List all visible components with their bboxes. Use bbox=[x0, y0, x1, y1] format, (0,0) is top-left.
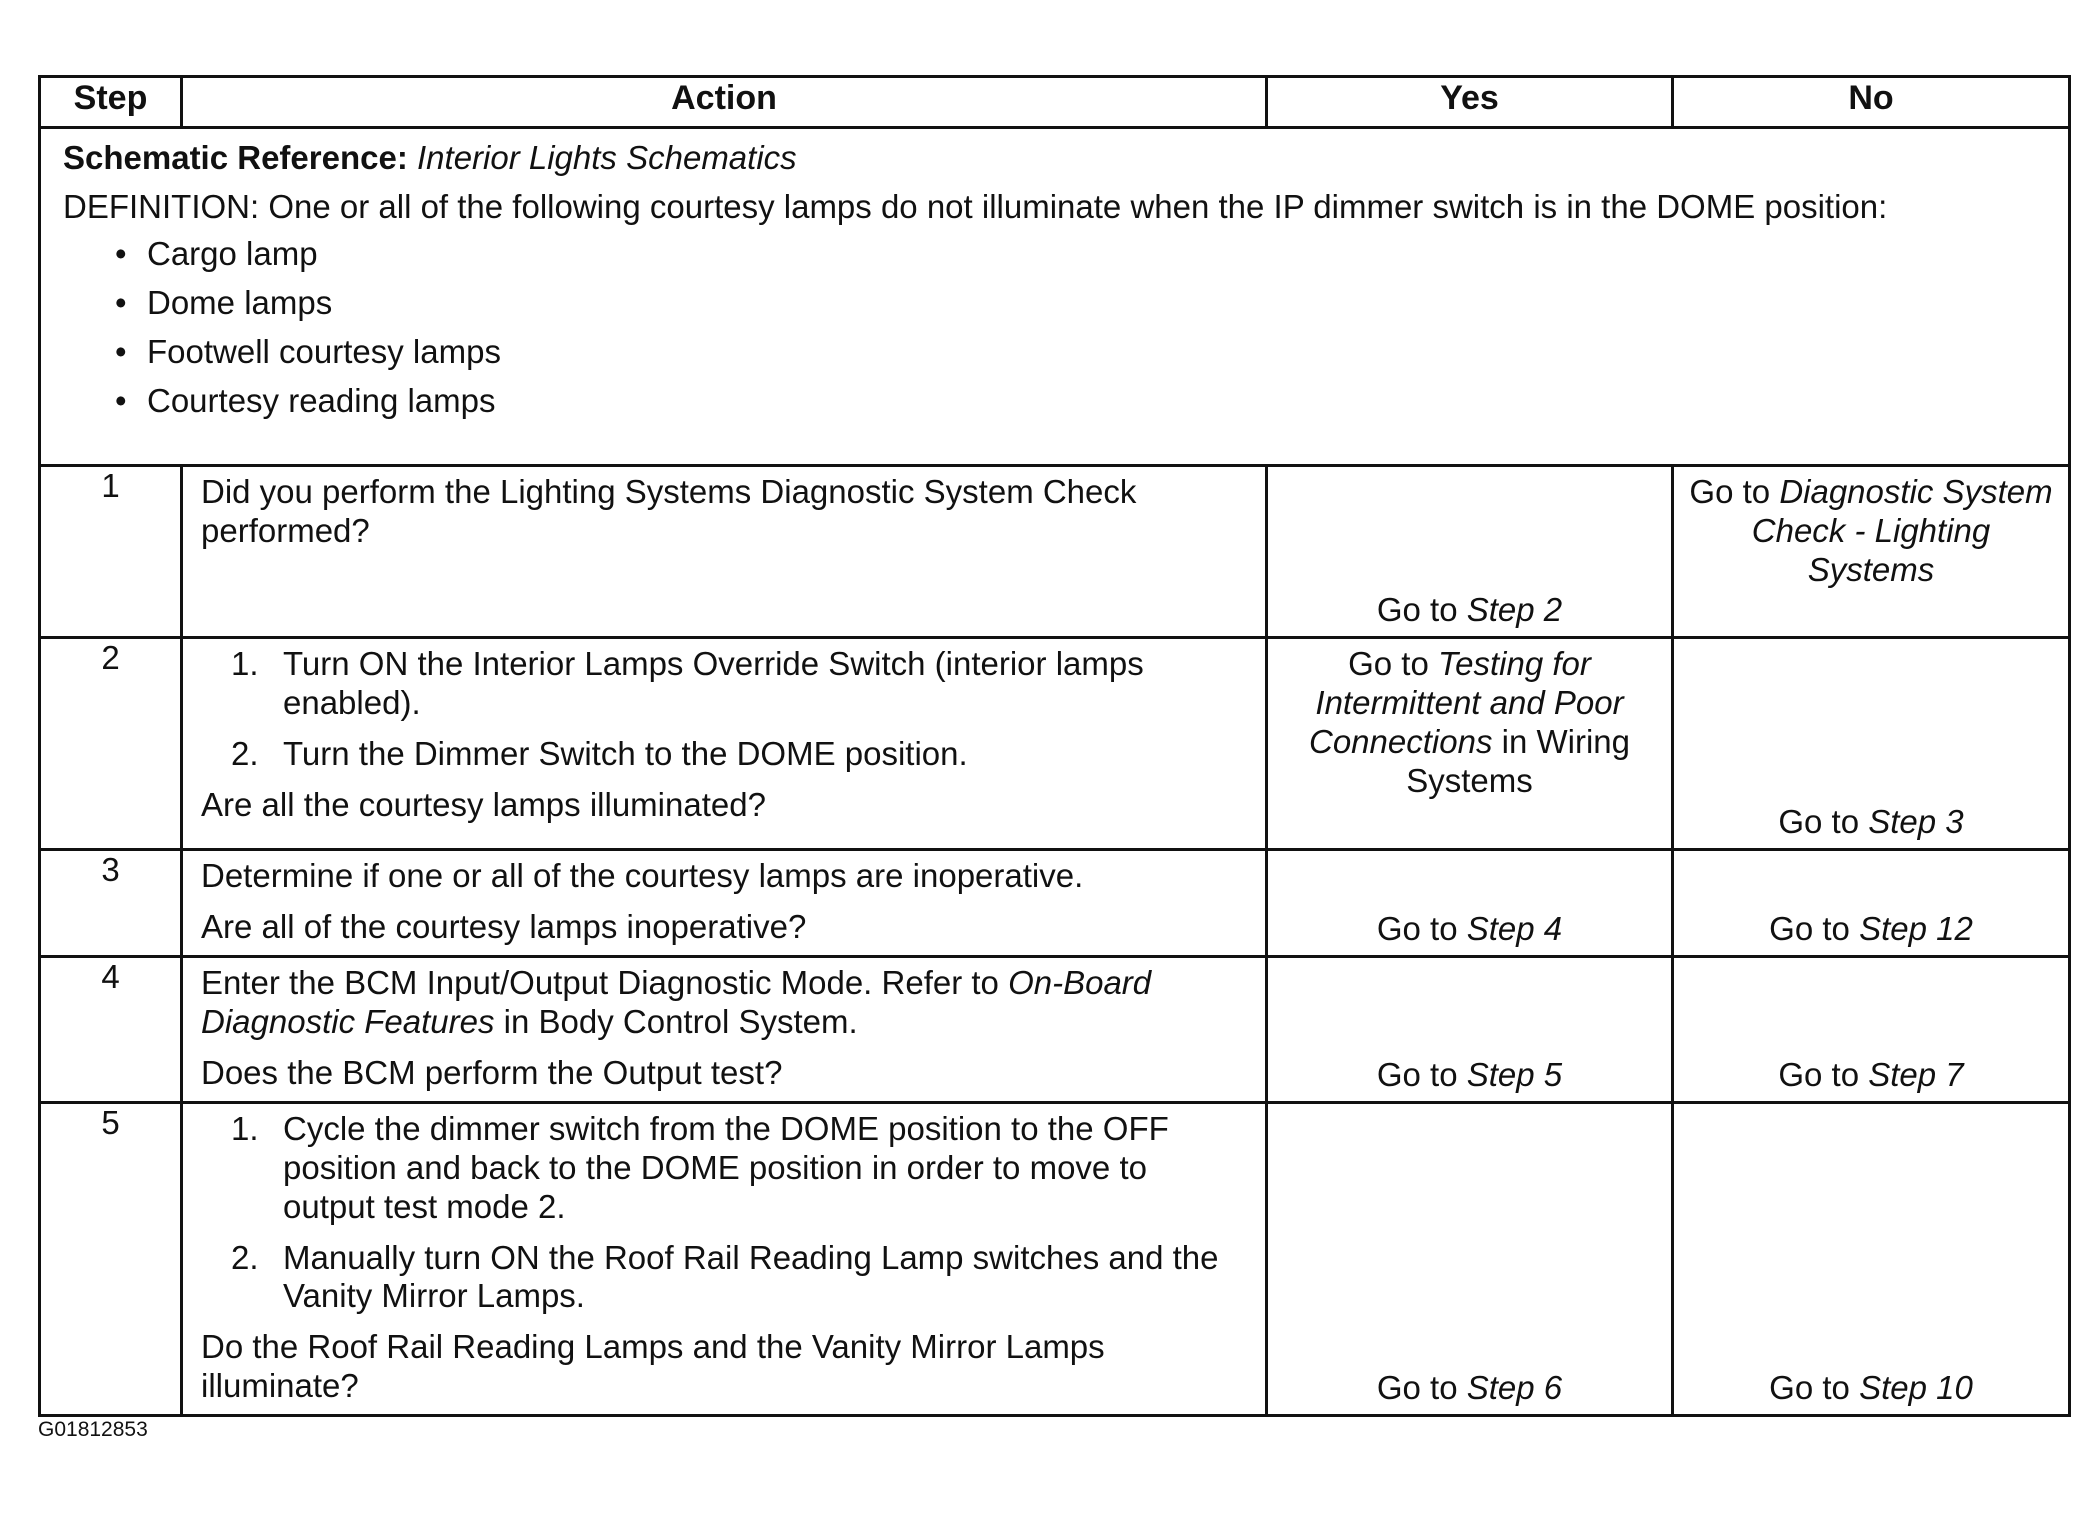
step-number: 1 bbox=[40, 466, 182, 638]
list-item: 1. Cycle the dimmer switch from the DOME position to the OFF position and back to the DOME position in order to move to output test mode 2. bbox=[231, 1109, 1169, 1225]
goto-target: Step 5 bbox=[1466, 1055, 1563, 1093]
header-no: No bbox=[1673, 77, 2070, 128]
no-goto bbox=[1684, 473, 2058, 590]
table-row bbox=[40, 638, 2070, 850]
goto-suffix: in Wiring Systems bbox=[1406, 722, 1630, 799]
action-text: Enter the BCM Input/Output Diagnostic Mode. Refer to On-Board Diagnostic Features in Body Control System. bbox=[201, 963, 1152, 1040]
yes-goto bbox=[1278, 645, 1661, 801]
no-cell bbox=[1673, 638, 2070, 850]
no-goto bbox=[1674, 1056, 2068, 1095]
no-cell bbox=[1673, 850, 2070, 957]
list-item: • Courtesy reading lamps bbox=[115, 382, 2046, 421]
action-text: Determine if one or all of the courtesy lamps are inoperative. bbox=[201, 857, 1084, 894]
goto-target: Step 10 bbox=[1859, 1369, 1973, 1407]
action-question: Are all of the courtesy lamps inoperative? bbox=[201, 907, 807, 945]
goto-prefix: Go to bbox=[1376, 591, 1458, 629]
header-step: Step bbox=[40, 77, 182, 128]
goto-prefix: Go to bbox=[1376, 1055, 1458, 1093]
reference-cell bbox=[40, 128, 2070, 466]
goto-target: Step 12 bbox=[1859, 909, 1973, 947]
yes-cell bbox=[1267, 638, 1673, 850]
action-cell bbox=[182, 1102, 1267, 1416]
header-row bbox=[40, 77, 2070, 128]
list-item: • Footwell courtesy lamps bbox=[115, 333, 2046, 372]
no-cell bbox=[1673, 466, 2070, 638]
action-cell bbox=[182, 956, 1267, 1102]
action-cell bbox=[182, 466, 1267, 638]
action-question: Does the BCM perform the Output test? bbox=[201, 1053, 783, 1091]
action-steps bbox=[201, 1110, 1247, 1317]
goto-target: Step 7 bbox=[1868, 1055, 1964, 1093]
step-number: 4 bbox=[40, 956, 182, 1102]
yes-goto bbox=[1268, 1369, 1671, 1408]
diagnostic-table bbox=[38, 75, 2071, 1417]
yes-cell bbox=[1267, 850, 1673, 957]
action-question: Are all the courtesy lamps illuminated? bbox=[201, 785, 766, 823]
action-cell bbox=[182, 850, 1267, 957]
schematic-reference bbox=[63, 139, 2046, 178]
lamp-list bbox=[63, 235, 2046, 421]
step-number: 5 bbox=[40, 1102, 182, 1416]
schematic-reference-value: Interior Lights Schematics bbox=[417, 139, 797, 176]
action-cell bbox=[182, 638, 1267, 850]
list-item: • Cargo lamp bbox=[115, 235, 2046, 274]
goto-target: Testing for Intermittent and Poor Connections bbox=[1309, 645, 1624, 760]
no-cell bbox=[1673, 956, 2070, 1102]
yes-goto bbox=[1268, 1056, 1671, 1095]
table-row bbox=[40, 1102, 2070, 1416]
header-yes: Yes bbox=[1267, 77, 1673, 128]
yes-cell bbox=[1267, 956, 1673, 1102]
goto-prefix: Go to bbox=[1376, 1369, 1458, 1407]
schematic-reference-label: Schematic Reference: bbox=[63, 139, 408, 176]
goto-prefix: Go to bbox=[1689, 473, 1771, 510]
step-number: 3 bbox=[40, 850, 182, 957]
definition-text: DEFINITION: One or all of the following courtesy lamps do not illuminate when the IP dimmer switch is in the DOME position: bbox=[63, 187, 1888, 225]
list-item: 2. Turn the Dimmer Switch to the DOME position. bbox=[231, 734, 968, 772]
action-text: Did you perform the Lighting Systems Diagnostic System Check performed? bbox=[201, 473, 1137, 549]
yes-cell bbox=[1267, 466, 1673, 638]
table-row bbox=[40, 956, 2070, 1102]
goto-target: Step 4 bbox=[1466, 909, 1563, 947]
reference-row bbox=[40, 128, 2070, 466]
table-row bbox=[40, 466, 2070, 638]
goto-target: Diagnostic System Check - Lighting Systems bbox=[1751, 473, 2053, 588]
goto-prefix: Go to bbox=[1778, 803, 1860, 841]
list-item: 2. Manually turn ON the Roof Rail Reading Lamp switches and the Vanity Mirror Lamps. bbox=[231, 1238, 1219, 1315]
figure-code: G01812853 bbox=[38, 1418, 148, 1441]
no-goto bbox=[1674, 1369, 2068, 1408]
action-question: Do the Roof Rail Reading Lamps and the Vanity Mirror Lamps illuminate? bbox=[201, 1328, 1105, 1405]
goto-target: Step 3 bbox=[1868, 803, 1964, 841]
step-number: 2 bbox=[40, 638, 182, 850]
goto-prefix: Go to bbox=[1778, 1055, 1860, 1093]
no-goto bbox=[1674, 803, 2068, 842]
goto-prefix: Go to bbox=[1769, 1369, 1850, 1407]
list-item: • Dome lamps bbox=[115, 284, 2046, 323]
yes-goto bbox=[1268, 591, 1671, 630]
no-goto bbox=[1674, 910, 2068, 949]
goto-prefix: Go to bbox=[1376, 909, 1458, 947]
table-row bbox=[40, 850, 2070, 957]
no-cell bbox=[1673, 1102, 2070, 1416]
list-item: 1. Turn ON the Interior Lamps Override Switch (interior lamps enabled). bbox=[231, 645, 1144, 721]
goto-prefix: Go to bbox=[1348, 645, 1429, 682]
goto-prefix: Go to bbox=[1769, 909, 1850, 947]
header-action: Action bbox=[182, 77, 1267, 128]
yes-cell bbox=[1267, 1102, 1673, 1416]
action-steps bbox=[201, 645, 1247, 774]
yes-goto bbox=[1268, 910, 1671, 949]
goto-target: Step 2 bbox=[1466, 591, 1563, 629]
goto-target: Step 6 bbox=[1466, 1369, 1563, 1407]
